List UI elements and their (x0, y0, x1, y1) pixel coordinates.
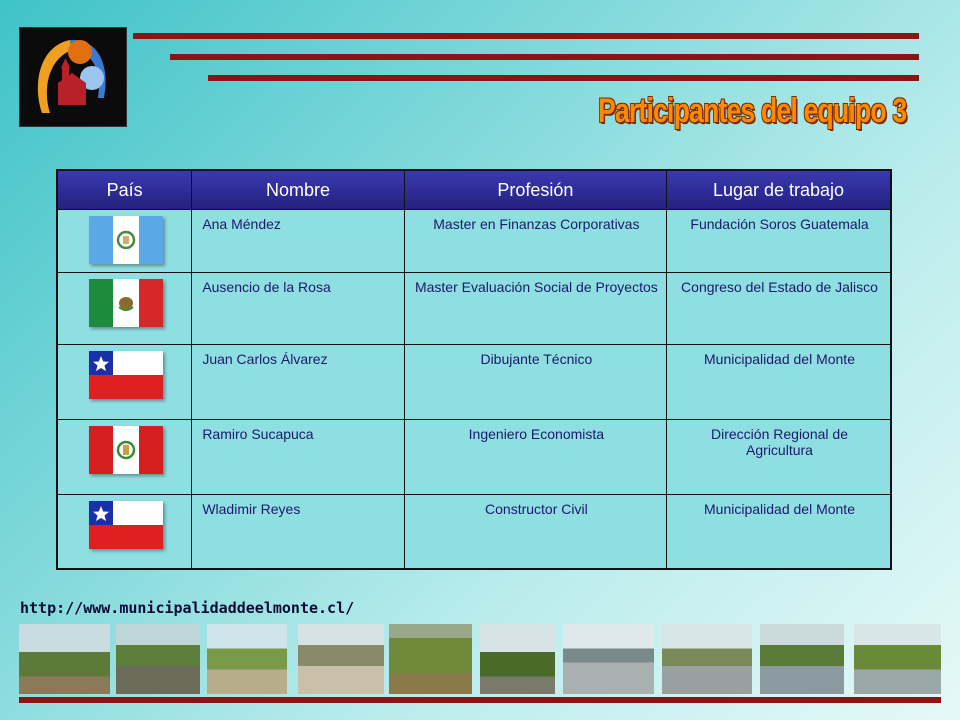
country-cell (57, 345, 192, 420)
country-cell (57, 420, 192, 495)
landscape-photo (389, 624, 472, 694)
table-row (57, 495, 891, 569)
team-table (56, 169, 892, 570)
name-cell: Juan Carlos Álvarez (192, 345, 404, 420)
column-header-workplace: Lugar de trabajo (667, 170, 892, 210)
municipality-logo (19, 27, 127, 127)
table-row (57, 210, 891, 273)
header-rule-2 (170, 54, 919, 60)
mexico-flag-icon (89, 279, 163, 327)
peru-flag-icon (89, 426, 163, 474)
landscape-photo (19, 624, 110, 694)
landscape-photo (116, 624, 200, 694)
landscape-photo (298, 624, 384, 694)
landscape-photo (563, 624, 654, 694)
table-row (57, 420, 891, 495)
name-cell: Ana Méndez (192, 210, 404, 273)
table-row (57, 345, 891, 420)
landscape-photo (480, 624, 555, 694)
logo-emblem-icon (20, 28, 126, 126)
chile-flag-icon (89, 351, 163, 399)
country-cell (57, 495, 192, 569)
workplace-cell: Dirección Regional de Agricultura (667, 420, 892, 495)
landscape-photo (662, 624, 752, 694)
page-title: Participantes del equipo 3 (598, 92, 907, 130)
landscape-photo (207, 624, 287, 694)
header-rule-1 (133, 33, 919, 39)
landscape-photo (760, 624, 844, 694)
profession-cell: Dibujante Técnico (404, 345, 666, 420)
workplace-cell: Municipalidad del Monte (667, 495, 892, 569)
workplace-cell: Congreso del Estado de Jalisco (667, 273, 892, 345)
chile-flag-icon (89, 501, 163, 549)
profession-cell: Ingeniero Economista (404, 420, 666, 495)
profession-cell: Master Evaluación Social de Proyectos (404, 273, 666, 345)
workplace-cell: Municipalidad del Monte (667, 345, 892, 420)
workplace-cell: Fundación Soros Guatemala (667, 210, 892, 273)
guatemala-flag-icon (89, 216, 163, 264)
footer-rule (19, 697, 941, 703)
name-cell: Ausencio de la Rosa (192, 273, 404, 345)
profession-cell: Master en Finanzas Corporativas (404, 210, 666, 273)
name-cell: Wladimir Reyes (192, 495, 404, 569)
column-header-country: País (57, 170, 192, 210)
landscape-photo (854, 624, 941, 694)
profession-cell: Constructor Civil (404, 495, 666, 569)
country-cell (57, 273, 192, 345)
table-row (57, 273, 891, 345)
table-header-row (57, 170, 891, 210)
header-rule-3 (208, 75, 919, 81)
column-header-profession: Profesión (404, 170, 666, 210)
column-header-name: Nombre (192, 170, 404, 210)
name-cell: Ramiro Sucapuca (192, 420, 404, 495)
website-url[interactable]: http://www.municipalidaddeelmonte.cl/ (20, 599, 355, 617)
country-cell (57, 210, 192, 273)
